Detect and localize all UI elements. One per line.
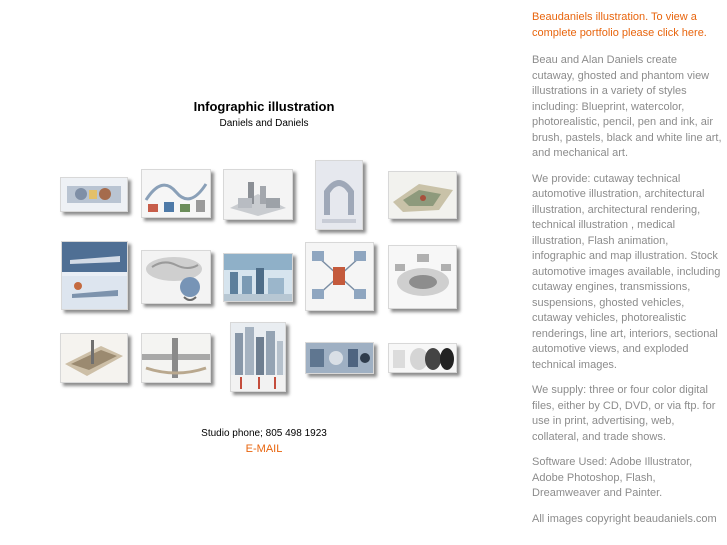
thumbnail-aircraft-systems[interactable] [61, 241, 128, 310]
page-subtitle: Daniels and Daniels [219, 118, 309, 129]
services-paragraph: We provide: cutaway technical automotive illustration, architectural illustration, architectural rendering, technical illustration , medical illustration, Flash animation, infographic and map illustration. Stock automotive images available, including cutaway engines, transmissions, suspensions, ghosted vehicles, cutaway vehicles, photorealistic renderings, line art, interiors, sectional automotive views, and exploded technical images. [532, 172, 721, 371]
thumbnail-globe-infographic[interactable] [141, 250, 211, 304]
thumbnail-skyscrapers[interactable] [230, 322, 286, 392]
thumbnail-factory-illustration[interactable] [223, 169, 293, 220]
thumbnail-arch-poster[interactable] [315, 160, 363, 230]
email-link[interactable]: E-MAIL [245, 443, 283, 455]
thumbnail-equipment-panel[interactable] [305, 342, 374, 374]
thumbnail-aerial-map[interactable] [388, 171, 457, 219]
intro-paragraph: Beau and Alan Daniels create cutaway, ghosted and phantom view illustrations in a variety of styles including: Blueprint, watercolor, photorealistic, pencil, pen and ink, air brush, pastels, black and white line art, and mechanical art. [532, 54, 722, 159]
portfolio-link[interactable]: Beaudaniels illustration. To view a complete portfolio please click here. [532, 11, 707, 39]
supply-paragraph: We supply: three or four color digital files, either by CD, DVD, or via ftp. for use in print, advertising, web, collateral, and trade shows. [532, 384, 716, 443]
studio-phone: Studio phone; 805 498 1923 [201, 428, 327, 439]
thumbnail-radial-diagram[interactable] [388, 245, 457, 309]
copyright-paragraph: All images copyright beaudaniels.com [532, 512, 717, 525]
sidebar [532, 10, 722, 537]
page-title: Infographic illustration [193, 99, 335, 114]
thumbnail-process-flow-diagram[interactable] [141, 169, 211, 218]
thumbnail-city-infographic[interactable] [223, 253, 293, 302]
thumbnail-bridge-cutaway[interactable] [60, 333, 128, 383]
thumbnail-tires-product[interactable] [388, 343, 457, 373]
thumbnail-network-diagram[interactable] [305, 242, 374, 311]
thumbnail-cutaway-diagram[interactable] [60, 177, 128, 212]
software-paragraph: Software Used: Adobe Illustrator, Adobe Photoshop, Flash, Dreamweaver and Painter. [532, 456, 693, 499]
thumbnail-pipeline-cutaway[interactable] [141, 333, 211, 383]
